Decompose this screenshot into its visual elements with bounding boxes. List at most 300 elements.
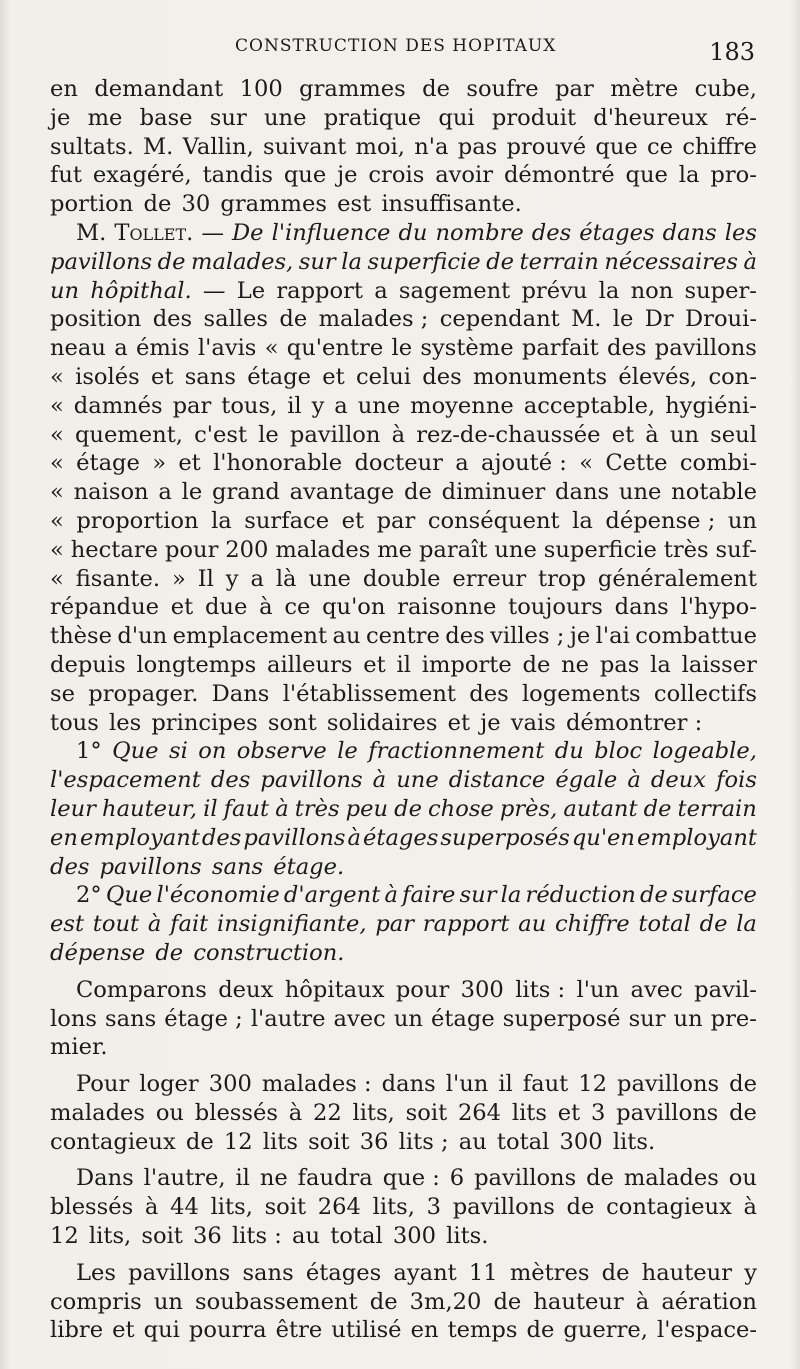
word: sur <box>298 248 336 275</box>
word: hôpitaux <box>284 976 385 1003</box>
word: demandant <box>94 76 224 102</box>
word: utilisé <box>331 1317 402 1344</box>
word: un <box>727 507 757 534</box>
word: « <box>50 392 64 419</box>
word: faire <box>402 882 456 909</box>
word: dans <box>381 1071 436 1098</box>
word: fois <box>716 767 757 794</box>
word: ailleurs <box>267 651 353 678</box>
word: blessés <box>50 1194 134 1221</box>
word: être <box>275 1317 323 1344</box>
text-line <box>50 478 757 507</box>
word: Comparons <box>76 976 207 1003</box>
word: une <box>618 479 662 506</box>
word: de <box>586 1165 614 1192</box>
word: moyenne <box>410 392 514 419</box>
word: égale <box>555 767 618 794</box>
word: » <box>171 565 186 592</box>
word: tout <box>92 911 140 938</box>
word: construction. <box>193 939 345 966</box>
text-line <box>50 1222 757 1251</box>
word: superposé <box>502 1005 621 1032</box>
word: en <box>410 1317 439 1344</box>
word: temps <box>447 1317 518 1344</box>
word: sans <box>211 853 264 880</box>
word: une <box>494 536 537 563</box>
word: hauteur <box>533 1288 624 1315</box>
word: un <box>50 277 80 304</box>
word: répandue <box>50 594 160 621</box>
word: total <box>638 911 691 938</box>
word: damnés <box>73 392 163 419</box>
paragraph <box>50 75 757 219</box>
word: solidaires <box>326 709 438 736</box>
word: combattue <box>635 623 757 650</box>
word: à <box>147 911 162 938</box>
word: lits, <box>372 1194 415 1221</box>
word: De <box>232 219 264 246</box>
word: double <box>362 565 441 592</box>
word: étages <box>579 219 655 246</box>
word: Les <box>76 1259 116 1286</box>
word: « <box>50 450 64 477</box>
word: position <box>50 306 142 333</box>
word: superficie <box>543 536 657 563</box>
word: Il <box>197 565 214 592</box>
word: je <box>50 104 71 131</box>
word: je <box>569 623 591 650</box>
word: Tollet. <box>114 219 194 246</box>
word: vais <box>510 709 556 736</box>
word: ou <box>728 1165 757 1192</box>
word: au <box>458 1128 487 1155</box>
word: de <box>601 1259 630 1286</box>
word: étages <box>305 1259 382 1286</box>
word: 3 <box>426 1194 442 1221</box>
word: prouvé <box>506 133 587 160</box>
word: hygiéni- <box>665 392 757 419</box>
word: pavillons <box>50 248 153 275</box>
text-line <box>50 334 757 363</box>
word: il <box>235 1165 250 1192</box>
word: villes ; <box>490 623 565 650</box>
word: on <box>198 738 227 765</box>
word: et <box>447 709 471 736</box>
word: étage <box>247 363 311 390</box>
word: la <box>736 911 757 938</box>
word: Que <box>105 882 153 909</box>
word: suivant <box>263 133 347 160</box>
word: « <box>50 565 64 592</box>
text-line <box>50 939 757 968</box>
word: pavillons <box>99 853 202 880</box>
word: me <box>377 536 413 563</box>
word: et <box>150 363 174 390</box>
word: le <box>391 335 413 362</box>
word: là <box>275 565 297 592</box>
word: parfait <box>521 335 599 362</box>
word: l'influence <box>271 219 391 246</box>
word: 2° <box>76 882 102 909</box>
word: emplacement <box>172 623 328 650</box>
word: très <box>663 536 709 563</box>
word: pavillons <box>128 1259 231 1286</box>
word: à <box>627 767 641 794</box>
word: 3m,20 <box>409 1288 482 1315</box>
word: à <box>384 882 398 909</box>
word: au <box>332 623 361 650</box>
paragraph-gap <box>50 1251 757 1259</box>
word: un <box>153 1288 183 1315</box>
word: a <box>455 450 469 477</box>
word: si <box>168 738 188 765</box>
word: « <box>50 363 64 390</box>
word: conséquent <box>427 507 560 534</box>
word: sur <box>628 1005 666 1032</box>
word: la <box>650 651 671 678</box>
word: par <box>172 392 212 419</box>
text-line <box>50 795 757 824</box>
word: toujours <box>508 594 603 621</box>
word: l'économie <box>156 882 280 909</box>
word: il <box>396 651 411 678</box>
word: le <box>337 738 358 765</box>
paragraph <box>50 976 757 1062</box>
word: cependant <box>439 306 560 333</box>
word: peu <box>345 795 389 822</box>
text-line <box>50 104 757 133</box>
word: rapport <box>276 277 363 304</box>
word: sur <box>209 104 247 131</box>
word: « <box>50 479 64 506</box>
word: contagieux <box>50 1128 176 1155</box>
word: chose <box>428 795 494 822</box>
word: de <box>143 191 172 218</box>
word: compris <box>50 1288 142 1315</box>
word: logements <box>521 680 641 707</box>
word: je <box>480 709 501 736</box>
word: à <box>645 421 659 448</box>
word: le <box>612 306 634 333</box>
word: de <box>404 479 432 506</box>
word: pavillons <box>474 1165 577 1192</box>
word: qui <box>143 1317 180 1344</box>
paragraph-gap <box>50 1062 757 1070</box>
word: 200 <box>225 536 269 563</box>
word: paraît <box>418 536 488 563</box>
word: avoir <box>435 162 494 189</box>
word: deux <box>218 976 274 1003</box>
word: Le <box>236 277 266 304</box>
text-line <box>50 190 757 219</box>
word: mètre <box>610 76 679 102</box>
word: y <box>744 1259 757 1286</box>
word: M. <box>143 133 174 160</box>
word: réduction <box>525 882 636 909</box>
word: avec <box>630 976 683 1003</box>
word: grammes <box>299 76 406 102</box>
word: salles <box>203 306 268 333</box>
word: nombre <box>435 219 524 246</box>
word: soit <box>405 1099 448 1126</box>
word: il <box>203 795 218 822</box>
word: a <box>250 565 264 592</box>
word: à <box>275 795 289 822</box>
paragraph <box>50 1164 757 1250</box>
text-line <box>50 1070 757 1099</box>
word: pavillon <box>289 421 381 448</box>
word: 12 <box>578 1071 607 1098</box>
word: une <box>357 392 401 419</box>
word: pavillons <box>616 1099 719 1126</box>
text-line <box>50 75 757 104</box>
word: « <box>50 507 64 534</box>
word: faudra <box>297 1165 373 1192</box>
word: sans <box>184 363 236 390</box>
page-header <box>50 30 755 70</box>
word: l'espace- <box>656 1317 757 1344</box>
text-line <box>50 565 757 594</box>
word: l'hypo- <box>680 594 757 621</box>
word: crois <box>368 162 425 189</box>
word: de <box>729 1071 757 1098</box>
word: prévu <box>521 277 588 304</box>
word: a <box>374 277 388 304</box>
word: je <box>337 162 358 189</box>
word: hectare <box>70 536 159 563</box>
word: il <box>498 1071 513 1098</box>
word: employant <box>637 824 757 851</box>
word: mier. <box>50 1034 108 1061</box>
word: depuis <box>50 651 126 678</box>
word: « <box>579 450 594 477</box>
word: a <box>114 335 128 362</box>
text-line <box>50 593 757 622</box>
word: 6 <box>449 1165 465 1192</box>
word: diminuer <box>441 479 546 506</box>
word: élevés, <box>618 363 698 390</box>
word: moi, <box>355 133 405 160</box>
word: a <box>158 479 172 506</box>
word: des <box>201 824 242 851</box>
word: malades ; <box>318 306 429 333</box>
word: lits, <box>210 1194 253 1221</box>
word: deux <box>650 767 707 794</box>
text-line <box>50 1005 757 1034</box>
word: naison <box>73 479 149 506</box>
word: ré- <box>725 104 757 131</box>
word: à <box>144 1194 159 1221</box>
word: qu'en <box>571 824 635 851</box>
text-line <box>50 219 757 248</box>
word: 300 <box>392 1223 436 1250</box>
word: à <box>259 594 273 621</box>
word: avantage <box>289 479 395 506</box>
word: « <box>264 335 279 362</box>
word: soufre <box>466 76 539 102</box>
word: les <box>724 219 757 246</box>
text-line <box>50 1288 757 1317</box>
word: l'autre <box>250 1005 326 1032</box>
word: pour <box>395 976 450 1003</box>
word: de <box>155 939 184 966</box>
word: base <box>139 104 193 131</box>
word: neau <box>50 335 106 362</box>
word: 22 <box>313 1099 342 1126</box>
word: à <box>347 824 361 851</box>
word: de <box>522 651 551 678</box>
word: de <box>699 911 728 938</box>
word: pre- <box>710 1005 757 1032</box>
word: trop <box>538 565 586 592</box>
word: ajouté : <box>481 450 567 477</box>
word: lits <box>262 1128 298 1155</box>
word: à <box>743 1194 757 1221</box>
text-line <box>50 766 757 795</box>
word: malades : <box>261 1071 372 1098</box>
word: une <box>396 767 439 794</box>
word: ce <box>647 133 674 160</box>
word: Cette <box>605 450 668 477</box>
word: Que <box>112 738 159 765</box>
word: en <box>50 824 78 851</box>
word: l'autre, <box>143 1165 226 1192</box>
paragraph-gap <box>50 968 757 976</box>
word: laisser <box>681 651 757 678</box>
word: d'un <box>117 623 168 650</box>
word: des <box>422 363 462 390</box>
word: démontré <box>503 162 615 189</box>
word: généralement <box>597 565 757 592</box>
word: que <box>625 162 668 189</box>
text-line <box>50 248 757 277</box>
word: se <box>50 680 75 707</box>
word: pratique <box>323 104 422 131</box>
text-line <box>50 363 757 392</box>
word: de <box>526 1317 555 1344</box>
word: distance <box>448 767 546 794</box>
word: 44 <box>170 1194 199 1221</box>
word: il <box>287 392 302 419</box>
text-line <box>50 1164 757 1193</box>
word: lons <box>50 1005 97 1032</box>
word: l'un <box>576 976 620 1003</box>
word: exagéré, <box>92 162 192 189</box>
page-number: 183 <box>709 38 755 66</box>
word: malades <box>50 1099 146 1126</box>
word: malades <box>275 536 371 563</box>
word: très <box>294 795 340 822</box>
word: système <box>420 335 514 362</box>
word: et <box>170 594 194 621</box>
word: propager. <box>88 680 199 707</box>
word: due <box>204 594 248 621</box>
word: l'établissement <box>282 680 456 707</box>
word: de <box>729 1099 757 1126</box>
word: en <box>50 76 78 102</box>
word: par <box>555 76 594 102</box>
word: tous, <box>221 392 278 419</box>
word: hauteur, <box>102 795 198 822</box>
word: employant <box>79 824 200 851</box>
word: cube, <box>694 76 757 102</box>
word: leur <box>50 795 96 822</box>
word: une <box>308 565 351 592</box>
word: con- <box>708 363 757 390</box>
word: avec <box>333 1005 386 1032</box>
word: collectifs <box>653 680 757 707</box>
word: combi- <box>679 450 757 477</box>
word: observe <box>236 738 327 765</box>
word: quement, <box>74 421 183 448</box>
word: pavil- <box>694 976 757 1003</box>
word: rez-de-chaussée <box>416 421 601 448</box>
word: ne <box>561 651 590 678</box>
text-line <box>50 709 757 738</box>
word: sans <box>105 1005 157 1032</box>
text-line <box>50 1128 757 1157</box>
word: chiffre <box>555 911 630 938</box>
word: pavillons <box>654 335 757 362</box>
word: M. <box>76 219 107 246</box>
word: a <box>334 392 348 419</box>
word: sur <box>459 882 497 909</box>
text-line <box>50 622 757 651</box>
word: à <box>635 1288 650 1315</box>
word: » <box>152 450 167 477</box>
word: à <box>288 1099 303 1126</box>
word: 100 <box>239 76 283 102</box>
paragraph <box>50 219 757 737</box>
word: dépense <box>50 939 146 966</box>
word: lits, <box>352 1099 395 1126</box>
word: sagement <box>398 277 511 304</box>
text-line <box>50 133 757 162</box>
word: 300 <box>460 976 504 1003</box>
paragraph <box>50 881 757 967</box>
word: blessés <box>194 1099 278 1126</box>
word: 300 <box>559 1128 603 1155</box>
word: rapport <box>422 911 510 938</box>
word: qu'on <box>322 594 386 621</box>
word: M. <box>571 306 602 333</box>
word: logeable, <box>652 738 757 765</box>
word: ce <box>284 594 311 621</box>
word: d'heureux <box>593 104 708 131</box>
word: par <box>375 911 415 938</box>
word: contagieux <box>606 1194 732 1221</box>
word: sans <box>242 1259 294 1286</box>
word: libre <box>50 1317 104 1344</box>
word: les <box>108 709 142 736</box>
word: lits. <box>446 1223 489 1250</box>
word: démontrer : <box>565 709 703 736</box>
body-text <box>50 75 757 1345</box>
word: à <box>743 248 757 275</box>
word: la <box>341 248 362 275</box>
word: lits, <box>88 1223 132 1250</box>
word: dépense ; <box>605 507 716 534</box>
word: grammes <box>220 191 327 218</box>
text-line <box>50 1033 757 1062</box>
word: fisante. <box>75 565 161 592</box>
word: la <box>211 507 232 534</box>
word: Dans <box>76 1165 134 1192</box>
word: que <box>595 133 638 160</box>
word: superficie <box>367 248 481 275</box>
paragraph <box>50 737 757 881</box>
word: fractionnement <box>368 738 545 765</box>
